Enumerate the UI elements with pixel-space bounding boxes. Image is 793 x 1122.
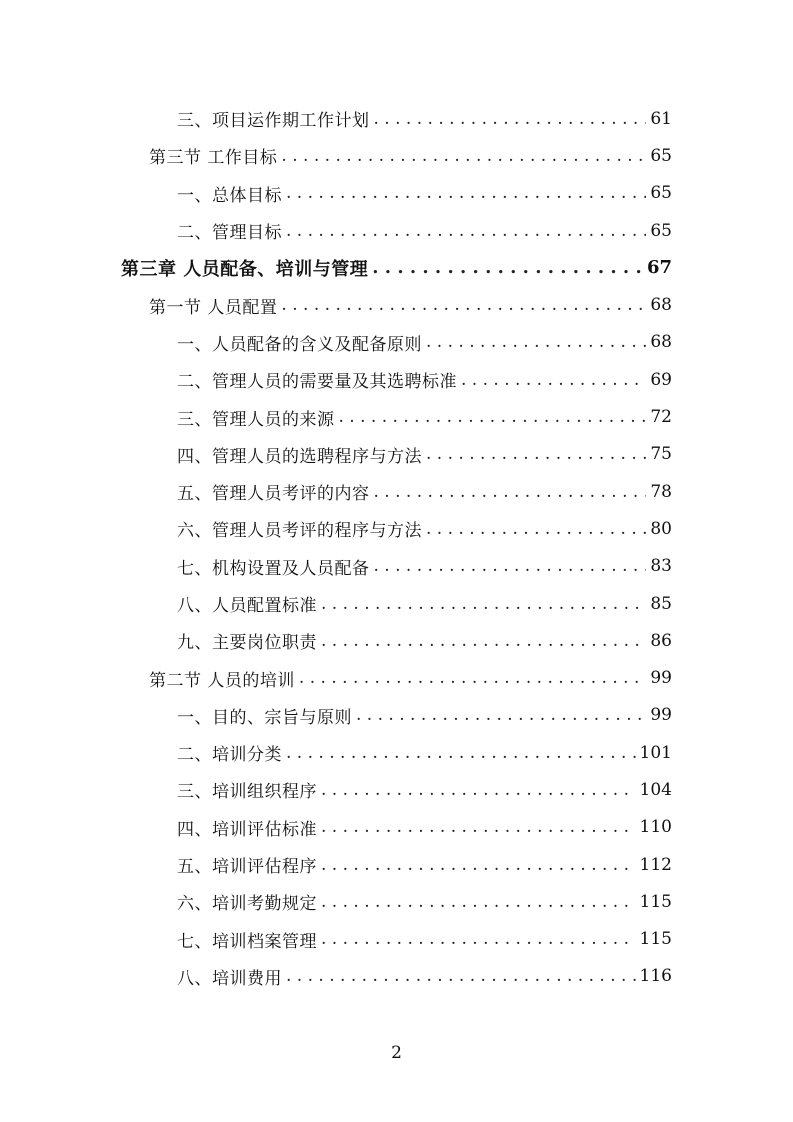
dot-leader [374,482,647,502]
toc-entry-page: 65 [650,145,672,166]
toc-entry-page: 99 [650,705,672,726]
toc-chapter[interactable] [0,249,793,286]
toc-entry-page: 67 [646,257,672,279]
toc-section[interactable] [0,659,793,696]
toc-entry-page: 116 [639,966,672,987]
toc-item[interactable] [0,175,793,212]
dot-leader [372,257,643,278]
toc-item[interactable] [0,622,793,659]
toc-entry-page: 115 [639,891,672,912]
dot-leader [461,370,646,390]
toc-item[interactable] [0,734,793,771]
toc-entry-title: 三、管理人员的来源 [177,409,335,430]
toc-entry-title: 第三节 工作目标 [149,148,278,169]
toc-item[interactable] [0,846,793,883]
toc-entry-title: 四、培训评估标准 [177,819,317,840]
toc-entry-page: 85 [650,593,672,614]
toc-entry-page: 72 [650,407,672,428]
toc-item[interactable] [0,771,793,808]
toc-item[interactable] [0,809,793,846]
dot-leader [321,631,646,651]
toc-entry-title: 一、人员配备的含义及配备原则 [177,334,422,355]
toc-entry-page: 110 [639,817,672,838]
toc-item[interactable] [0,436,793,473]
toc-entry-page: 112 [639,854,672,875]
dot-leader [374,556,647,576]
toc-item[interactable] [0,958,793,995]
toc-entry-page: 69 [650,369,672,390]
toc-entry-title: 一、目的、宗旨与原则 [177,707,352,728]
toc-entry-title: 第二节 人员的培训 [149,670,295,691]
toc-entry-page: 104 [639,779,672,800]
dot-leader [286,966,636,986]
toc-entry-title: 三、项目运作期工作计划 [177,111,370,132]
dot-leader [286,221,646,241]
dot-leader [299,668,646,688]
dot-leader [321,929,636,949]
toc-item[interactable] [0,324,793,361]
toc-entry-page: 83 [650,556,672,577]
toc-entry-title: 八、人员配置标准 [177,596,317,616]
toc-item[interactable] [0,921,793,958]
toc-entry-title: 五、培训评估程序 [177,857,317,878]
toc-entry-title: 第三章 人员配备、培训与管理 [121,258,369,280]
dot-leader [321,817,636,837]
toc-item[interactable] [0,697,793,734]
toc-entry-title: 八、培训费用 [177,968,282,989]
toc-entry-title: 二、管理目标 [177,223,282,244]
toc-item[interactable] [0,100,793,137]
dot-leader [374,109,647,129]
dot-leader [321,780,636,800]
toc-item[interactable] [0,361,793,398]
toc-entry-title: 七、机构设置及人员配备 [177,558,370,579]
dot-leader [281,295,646,315]
toc-entry-title: 三、培训组织程序 [177,782,317,803]
toc-entry-title: 四、管理人员的选聘程序与方法 [177,446,422,467]
toc-section[interactable] [0,137,793,174]
toc-entry-page: 68 [650,332,672,353]
toc-item[interactable] [0,585,793,622]
toc-entry-title: 二、管理人员的需要量及其选聘标准 [177,372,457,393]
dot-leader [286,183,646,203]
toc-entry-title: 一、总体目标 [177,185,282,206]
table-of-contents [0,100,793,995]
toc-entry-page: 86 [650,630,672,651]
toc-entry-title: 第一节 人员配置 [149,297,278,318]
toc-section[interactable] [0,286,793,323]
toc-entry-page: 65 [650,183,672,204]
toc-item[interactable] [0,883,793,920]
toc-item[interactable] [0,510,793,547]
toc-entry-title: 二、培训分类 [177,745,282,766]
toc-item[interactable] [0,473,793,510]
toc-entry-page: 68 [650,295,672,316]
dot-leader [286,743,636,763]
dot-leader [426,332,646,352]
toc-entry-title: 九、主要岗位职责 [177,633,317,654]
page-number: 2 [391,1043,402,1063]
toc-entry-title: 六、管理人员考评的程序与方法 [177,521,422,542]
dot-leader [426,519,646,539]
toc-entry-page: 99 [650,668,672,689]
dot-leader [281,146,646,166]
toc-item[interactable] [0,398,793,435]
dot-leader [339,407,647,427]
toc-item[interactable] [0,212,793,249]
toc-entry-page: 101 [639,742,672,763]
toc-entry-page: 65 [650,220,672,241]
toc-entry-title: 六、培训考勤规定 [177,894,317,915]
dot-leader [426,444,646,464]
toc-entry-page: 75 [650,444,672,465]
dot-leader [321,855,636,875]
toc-entry-title: 七、培训档案管理 [177,931,317,952]
toc-entry-page: 78 [650,481,672,502]
toc-entry-page: 61 [650,108,672,129]
dot-leader [356,705,646,725]
toc-item[interactable] [0,548,793,585]
dot-leader [321,892,636,912]
toc-entry-page: 115 [639,929,672,950]
dot-leader [321,594,646,614]
toc-entry-title: 五、管理人员考评的内容 [177,484,370,505]
toc-entry-page: 80 [650,518,672,539]
